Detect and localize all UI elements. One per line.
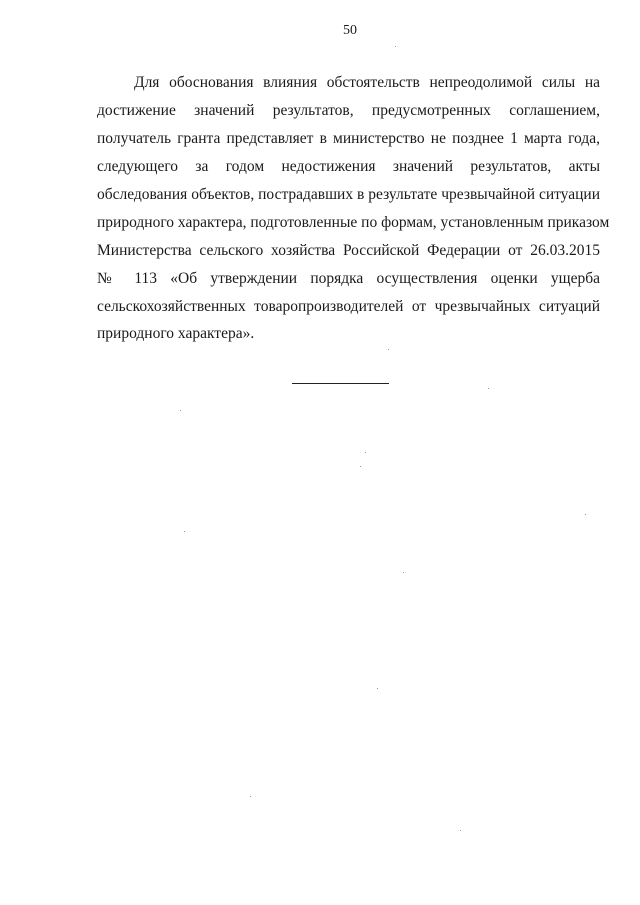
scan-speck <box>250 796 251 797</box>
paragraph-line-10: природного характера». <box>97 325 255 342</box>
paragraph-line-2: достижение значений результатов, предусмотренных соглашением, <box>97 102 600 119</box>
scan-speck <box>403 572 404 573</box>
scan-speck <box>488 388 489 389</box>
paragraph-line-5: обследования объектов, пострадавших в результате чрезвычайной ситуации <box>97 186 600 203</box>
scan-speck <box>377 688 378 689</box>
paragraph-line-4: следующего за годом недостижения значений результатов, акты <box>97 158 600 175</box>
scan-speck <box>460 830 461 831</box>
paragraph-line-3: получатель гранта представляет в министерство не позднее 1 марта года, <box>97 130 600 147</box>
end-separator-line <box>292 383 389 384</box>
scan-speck <box>365 452 366 453</box>
paragraph-line-9: сельскохозяйственных товаропроизводителей от чрезвычайных ситуаций <box>97 298 600 315</box>
paragraph-line-7: Министерства сельского хозяйства Российской Федерации от 26.03.2015 <box>97 242 600 259</box>
paragraph-line-1: Для обоснования влияния обстоятельств непреодолимой силы на <box>134 74 600 91</box>
scan-speck <box>585 514 586 515</box>
scan-speck <box>360 466 361 467</box>
scan-speck <box>180 410 181 411</box>
page-number: 50 <box>343 23 357 38</box>
paragraph-line-6: природного характера, подготовленные по формам, установленным приказом <box>97 214 610 231</box>
scan-speck <box>395 46 396 47</box>
scan-speck <box>388 349 389 350</box>
scan-speck <box>184 531 185 532</box>
paragraph-line-8: № 113 «Об утверждении порядка осуществления оценки ущерба <box>97 270 600 287</box>
